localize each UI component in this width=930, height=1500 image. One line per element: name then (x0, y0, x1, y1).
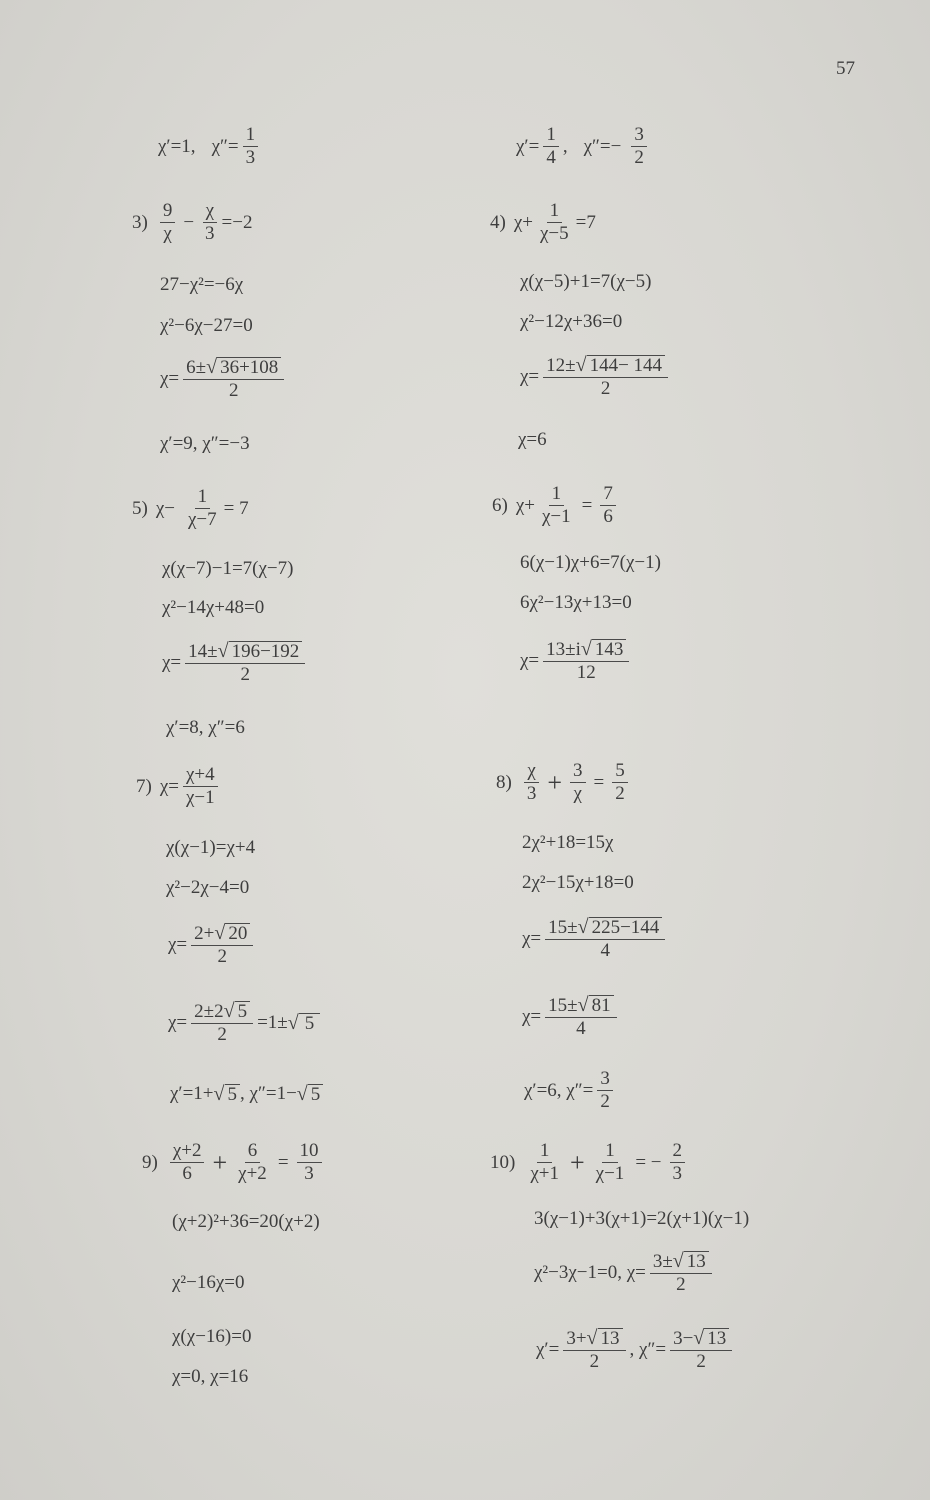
num-prefix: 6± (186, 357, 207, 378)
problem-9-step-2: χ²−16χ=0 (172, 1272, 245, 1293)
sqrt (578, 916, 663, 938)
numerator (185, 640, 305, 664)
problem-8-step-2: 2χ²−15χ+18=0 (522, 872, 634, 893)
root-2-label: , χ″= (629, 1339, 667, 1360)
rhs: =7 (575, 211, 596, 233)
denominator: 2 (217, 946, 227, 967)
operator: + (212, 1147, 228, 1177)
problem-7-result (170, 1083, 323, 1105)
problem-7-formula-2 (168, 1000, 320, 1046)
radical-sign-icon: √ (223, 1000, 235, 1022)
numerator: 2 (670, 1140, 686, 1163)
radical-sign-icon: √ (577, 994, 589, 1016)
problem-3-quadratic-formula (160, 356, 288, 402)
numerator: 3 (597, 1068, 613, 1091)
radicand: 13 (704, 1328, 729, 1349)
radicand: 36+108 (217, 357, 281, 378)
problem-4-step-2: χ²−12χ+36=0 (520, 311, 623, 332)
problem-10-result (536, 1327, 736, 1373)
fraction (170, 1140, 205, 1185)
numerator: 1 (537, 1140, 553, 1163)
denominator: χ−7 (187, 509, 217, 530)
numerator: 1 (549, 483, 565, 506)
problem-number: 9) (142, 1151, 158, 1173)
radicand: 20 (225, 923, 250, 944)
x-equals: χ= (168, 1012, 188, 1033)
fraction (650, 1250, 712, 1296)
numerator: 1 (243, 124, 259, 147)
fraction (543, 124, 559, 169)
numerator: χ+2 (170, 1140, 205, 1163)
x-equals: χ= (522, 928, 542, 949)
radical-sign-icon: √ (580, 638, 592, 660)
problem-7-step-1: χ(χ−1)=χ+4 (166, 837, 256, 858)
numerator (563, 1327, 625, 1351)
fraction (545, 916, 665, 962)
fraction (191, 922, 253, 968)
numerator: 1 (195, 486, 211, 509)
radicand: 225−144 (589, 917, 663, 938)
sqrt (587, 1327, 623, 1349)
problem-9-equation (142, 1140, 326, 1185)
numerator (545, 916, 665, 940)
num-prefix: 3+ (566, 1328, 587, 1349)
operator: = − (635, 1151, 662, 1173)
numerator (191, 1000, 253, 1024)
denominator: 4 (576, 1018, 586, 1039)
fraction (191, 1000, 253, 1046)
problem-3-step-1: 27−χ²=−6χ (160, 274, 244, 295)
num-prefix: 15± (548, 917, 578, 938)
problem-5-quadratic-formula (162, 640, 309, 686)
x-equals: χ= (162, 652, 182, 673)
radical-sign-icon: √ (672, 1250, 684, 1272)
root-2-label: χ″= (211, 135, 239, 157)
problem-8-formula-2 (522, 994, 621, 1040)
sqrt (581, 638, 626, 660)
numerator: 9 (160, 200, 176, 223)
problem-10-equation (490, 1140, 689, 1185)
equation-and-formula: χ²−3χ−1=0, χ= (534, 1262, 646, 1283)
problem-9-step-3: χ(χ−16)=0 (172, 1326, 252, 1347)
denominator: 2 (696, 1351, 706, 1372)
numerator (670, 1327, 732, 1351)
numerator: χ+4 (183, 764, 218, 787)
fraction (631, 124, 647, 169)
denominator: 4 (546, 147, 556, 168)
radical-sign-icon: √ (296, 1083, 308, 1105)
rhs: = 7 (223, 497, 249, 519)
problem-8-step-1: 2χ²+18=15χ (522, 832, 614, 853)
sqrt (673, 1250, 709, 1272)
root-2-label: χ″=− (583, 135, 622, 157)
lhs: χ+ (513, 211, 533, 233)
x-equals: χ= (522, 1006, 542, 1027)
radicand: 5 (225, 1084, 241, 1105)
root-2-label: , χ″=1− (240, 1083, 297, 1104)
problem-4-step-1: χ(χ−5)+1=7(χ−5) (520, 271, 652, 292)
problem-3-equation (132, 200, 252, 245)
problem-4-quadratic-formula (520, 354, 672, 400)
fraction (235, 1140, 270, 1185)
num-prefix: 2±2 (194, 1001, 224, 1022)
operator: = (593, 771, 605, 793)
denominator: χ−1 (595, 1163, 625, 1184)
radicand: 13 (598, 1328, 623, 1349)
sqrt (218, 640, 303, 662)
numerator: 3 (570, 760, 586, 783)
radicand: 81 (589, 995, 614, 1016)
problem-8-result (524, 1068, 617, 1113)
radicand: 143 (592, 639, 627, 660)
denominator: 2 (600, 378, 611, 399)
denominator: 3 (205, 223, 215, 244)
problem-number: 3) (132, 211, 148, 233)
fraction (563, 1327, 625, 1373)
fraction (593, 1140, 628, 1185)
numerator: 7 (600, 483, 616, 506)
radical-sign-icon: √ (693, 1327, 705, 1349)
denominator: 2 (228, 380, 239, 401)
problem-number: 6) (492, 494, 508, 516)
fraction (545, 994, 616, 1040)
denominator: χ−1 (541, 506, 571, 527)
denominator: 12 (576, 662, 596, 683)
fraction (524, 760, 540, 805)
denominator: χ−1 (185, 787, 215, 808)
denominator: χ (573, 783, 582, 804)
rhs: =−2 (221, 211, 253, 233)
problem-10-step-1: 3(χ−1)+3(χ+1)=2(χ+1)(χ−1) (534, 1208, 750, 1229)
fraction (539, 483, 574, 528)
problem-3-step-2: χ²−6χ−27=0 (160, 315, 253, 336)
sqrt (578, 994, 614, 1016)
operator: = (277, 1151, 289, 1173)
root-1: χ′=1, (158, 135, 196, 157)
x-equals: χ= (520, 650, 540, 671)
right-intro-result (516, 124, 651, 169)
numerator: 3 (631, 124, 647, 147)
problem-5-step-1: χ(χ−7)−1=7(χ−7) (162, 558, 294, 579)
problem-number: 5) (132, 497, 148, 519)
numerator: χ (524, 760, 538, 783)
fraction (183, 356, 284, 402)
radicand: 13 (684, 1251, 709, 1272)
numerator: 5 (612, 760, 628, 783)
radicand: 5 (235, 1001, 251, 1022)
fraction (543, 638, 629, 684)
num-prefix: 2+ (194, 923, 215, 944)
numerator (543, 354, 668, 378)
denominator: 3 (526, 783, 537, 804)
fraction (670, 1140, 686, 1185)
numerator: 1 (543, 124, 559, 147)
problem-7-equation (136, 764, 222, 809)
denominator: 3 (304, 1163, 314, 1184)
problem-9-result: χ=0, χ=16 (172, 1366, 249, 1387)
radicand: 144− 144 (587, 355, 665, 376)
roots-label: χ′=6, χ″= (524, 1079, 594, 1101)
sqrt (288, 1012, 320, 1034)
numerator: 1 (547, 200, 563, 223)
denominator: 6 (603, 506, 613, 527)
problem-6-step-2: 6χ²−13χ+13=0 (520, 592, 632, 613)
root-1-label: χ′= (536, 1339, 560, 1360)
denominator: 2 (634, 147, 644, 168)
denominator: χ−5 (539, 223, 569, 244)
problem-5-equation (132, 486, 249, 531)
radical-sign-icon: √ (214, 922, 226, 944)
fraction (570, 760, 586, 805)
x-equals: χ= (168, 934, 188, 955)
radicand: 5 (308, 1084, 324, 1105)
problem-7-step-2: χ²−2χ−4=0 (166, 877, 250, 898)
sqrt (214, 922, 250, 944)
operator: − (183, 211, 195, 233)
numerator (650, 1250, 712, 1274)
simplified: =1± (257, 1012, 288, 1033)
num-prefix: 14± (188, 641, 218, 662)
fraction (202, 200, 218, 245)
problem-7-formula-1 (168, 922, 257, 968)
numerator: χ (203, 200, 217, 223)
numerator (543, 638, 629, 662)
denominator: 3 (245, 147, 256, 168)
denominator: 2 (676, 1274, 686, 1295)
problem-8-equation (496, 760, 632, 805)
numerator (545, 994, 616, 1018)
fraction (185, 486, 220, 531)
lhs: χ− (155, 497, 175, 519)
sqrt (214, 1083, 240, 1105)
sqrt (297, 1083, 323, 1105)
numerator (183, 356, 284, 380)
numerator: 1 (602, 1140, 618, 1163)
denominator: χ+2 (238, 1163, 267, 1184)
problem-number: 8) (496, 771, 512, 793)
x-equals: χ= (160, 368, 180, 389)
problem-4-result: χ=6 (518, 429, 547, 450)
fraction (160, 200, 176, 245)
root-1-label: χ′= (516, 135, 540, 157)
fraction (297, 1140, 322, 1185)
problem-6-quadratic-formula (520, 638, 633, 684)
denominator: 2 (589, 1351, 600, 1372)
fraction (183, 764, 218, 809)
sqrt (224, 1000, 250, 1022)
radical-sign-icon: √ (206, 356, 218, 378)
radicand: 5 (299, 1013, 321, 1034)
root-1-label: χ′=1+ (170, 1083, 214, 1104)
numerator (191, 922, 253, 946)
problem-5-result: χ′=8, χ″=6 (166, 717, 245, 738)
fraction (670, 1327, 732, 1373)
fraction (597, 1068, 613, 1113)
denominator: 3 (672, 1163, 682, 1184)
denominator: 2 (615, 783, 625, 804)
problem-number: 7) (136, 775, 152, 797)
numerator: 6 (245, 1140, 261, 1163)
problem-5-step-2: χ²−14χ+48=0 (162, 597, 265, 618)
radicand: 196−192 (229, 641, 303, 662)
problem-4-equation (490, 200, 596, 245)
fraction (527, 1140, 562, 1185)
separator: , (562, 135, 568, 157)
problem-number: 4) (490, 211, 506, 233)
left-intro-result (158, 124, 262, 169)
page-number: 57 (836, 58, 855, 79)
fraction (537, 200, 572, 245)
fraction (543, 354, 668, 400)
radical-sign-icon: √ (577, 916, 589, 938)
sqrt (693, 1327, 729, 1349)
num-prefix: 3± (652, 1251, 673, 1272)
radical-sign-icon: √ (217, 640, 229, 662)
operator: = (581, 494, 593, 516)
denominator: 2 (600, 1091, 610, 1112)
problem-6-step-1: 6(χ−1)χ+6=7(χ−1) (520, 552, 661, 573)
problem-8-formula-1 (522, 916, 669, 962)
denominator: 2 (240, 664, 250, 685)
denominator: 6 (182, 1163, 192, 1184)
num-prefix: 13±i (546, 639, 581, 660)
sqrt (576, 354, 665, 376)
x-equals: χ= (520, 366, 540, 387)
denominator: χ+1 (530, 1163, 559, 1184)
radical-sign-icon: √ (287, 1012, 299, 1034)
radical-sign-icon: √ (575, 354, 587, 376)
problem-10-step-2 (534, 1250, 716, 1296)
radical-sign-icon: √ (213, 1083, 225, 1105)
sqrt (206, 356, 281, 378)
denominator: χ (163, 223, 172, 244)
fraction (243, 124, 259, 169)
fraction (612, 760, 628, 805)
denominator: 4 (600, 940, 610, 961)
problem-3-result: χ′=9, χ″=−3 (160, 433, 250, 454)
radical-sign-icon: √ (586, 1327, 598, 1349)
problem-9-step-1: (χ+2)²+36=20(χ+2) (172, 1211, 320, 1232)
fraction (185, 640, 305, 686)
fraction (600, 483, 616, 528)
operator: + (547, 767, 562, 797)
lhs: χ+ (515, 494, 535, 516)
denominator: 2 (217, 1024, 227, 1045)
operator: + (569, 1147, 585, 1177)
numerator: 10 (297, 1140, 322, 1163)
num-prefix: 3− (673, 1328, 694, 1349)
x-equals: χ= (159, 775, 179, 797)
problem-6-equation (492, 483, 620, 528)
problem-number: 10) (490, 1151, 516, 1173)
num-prefix: 12± (546, 355, 576, 376)
num-prefix: 15± (548, 995, 578, 1016)
